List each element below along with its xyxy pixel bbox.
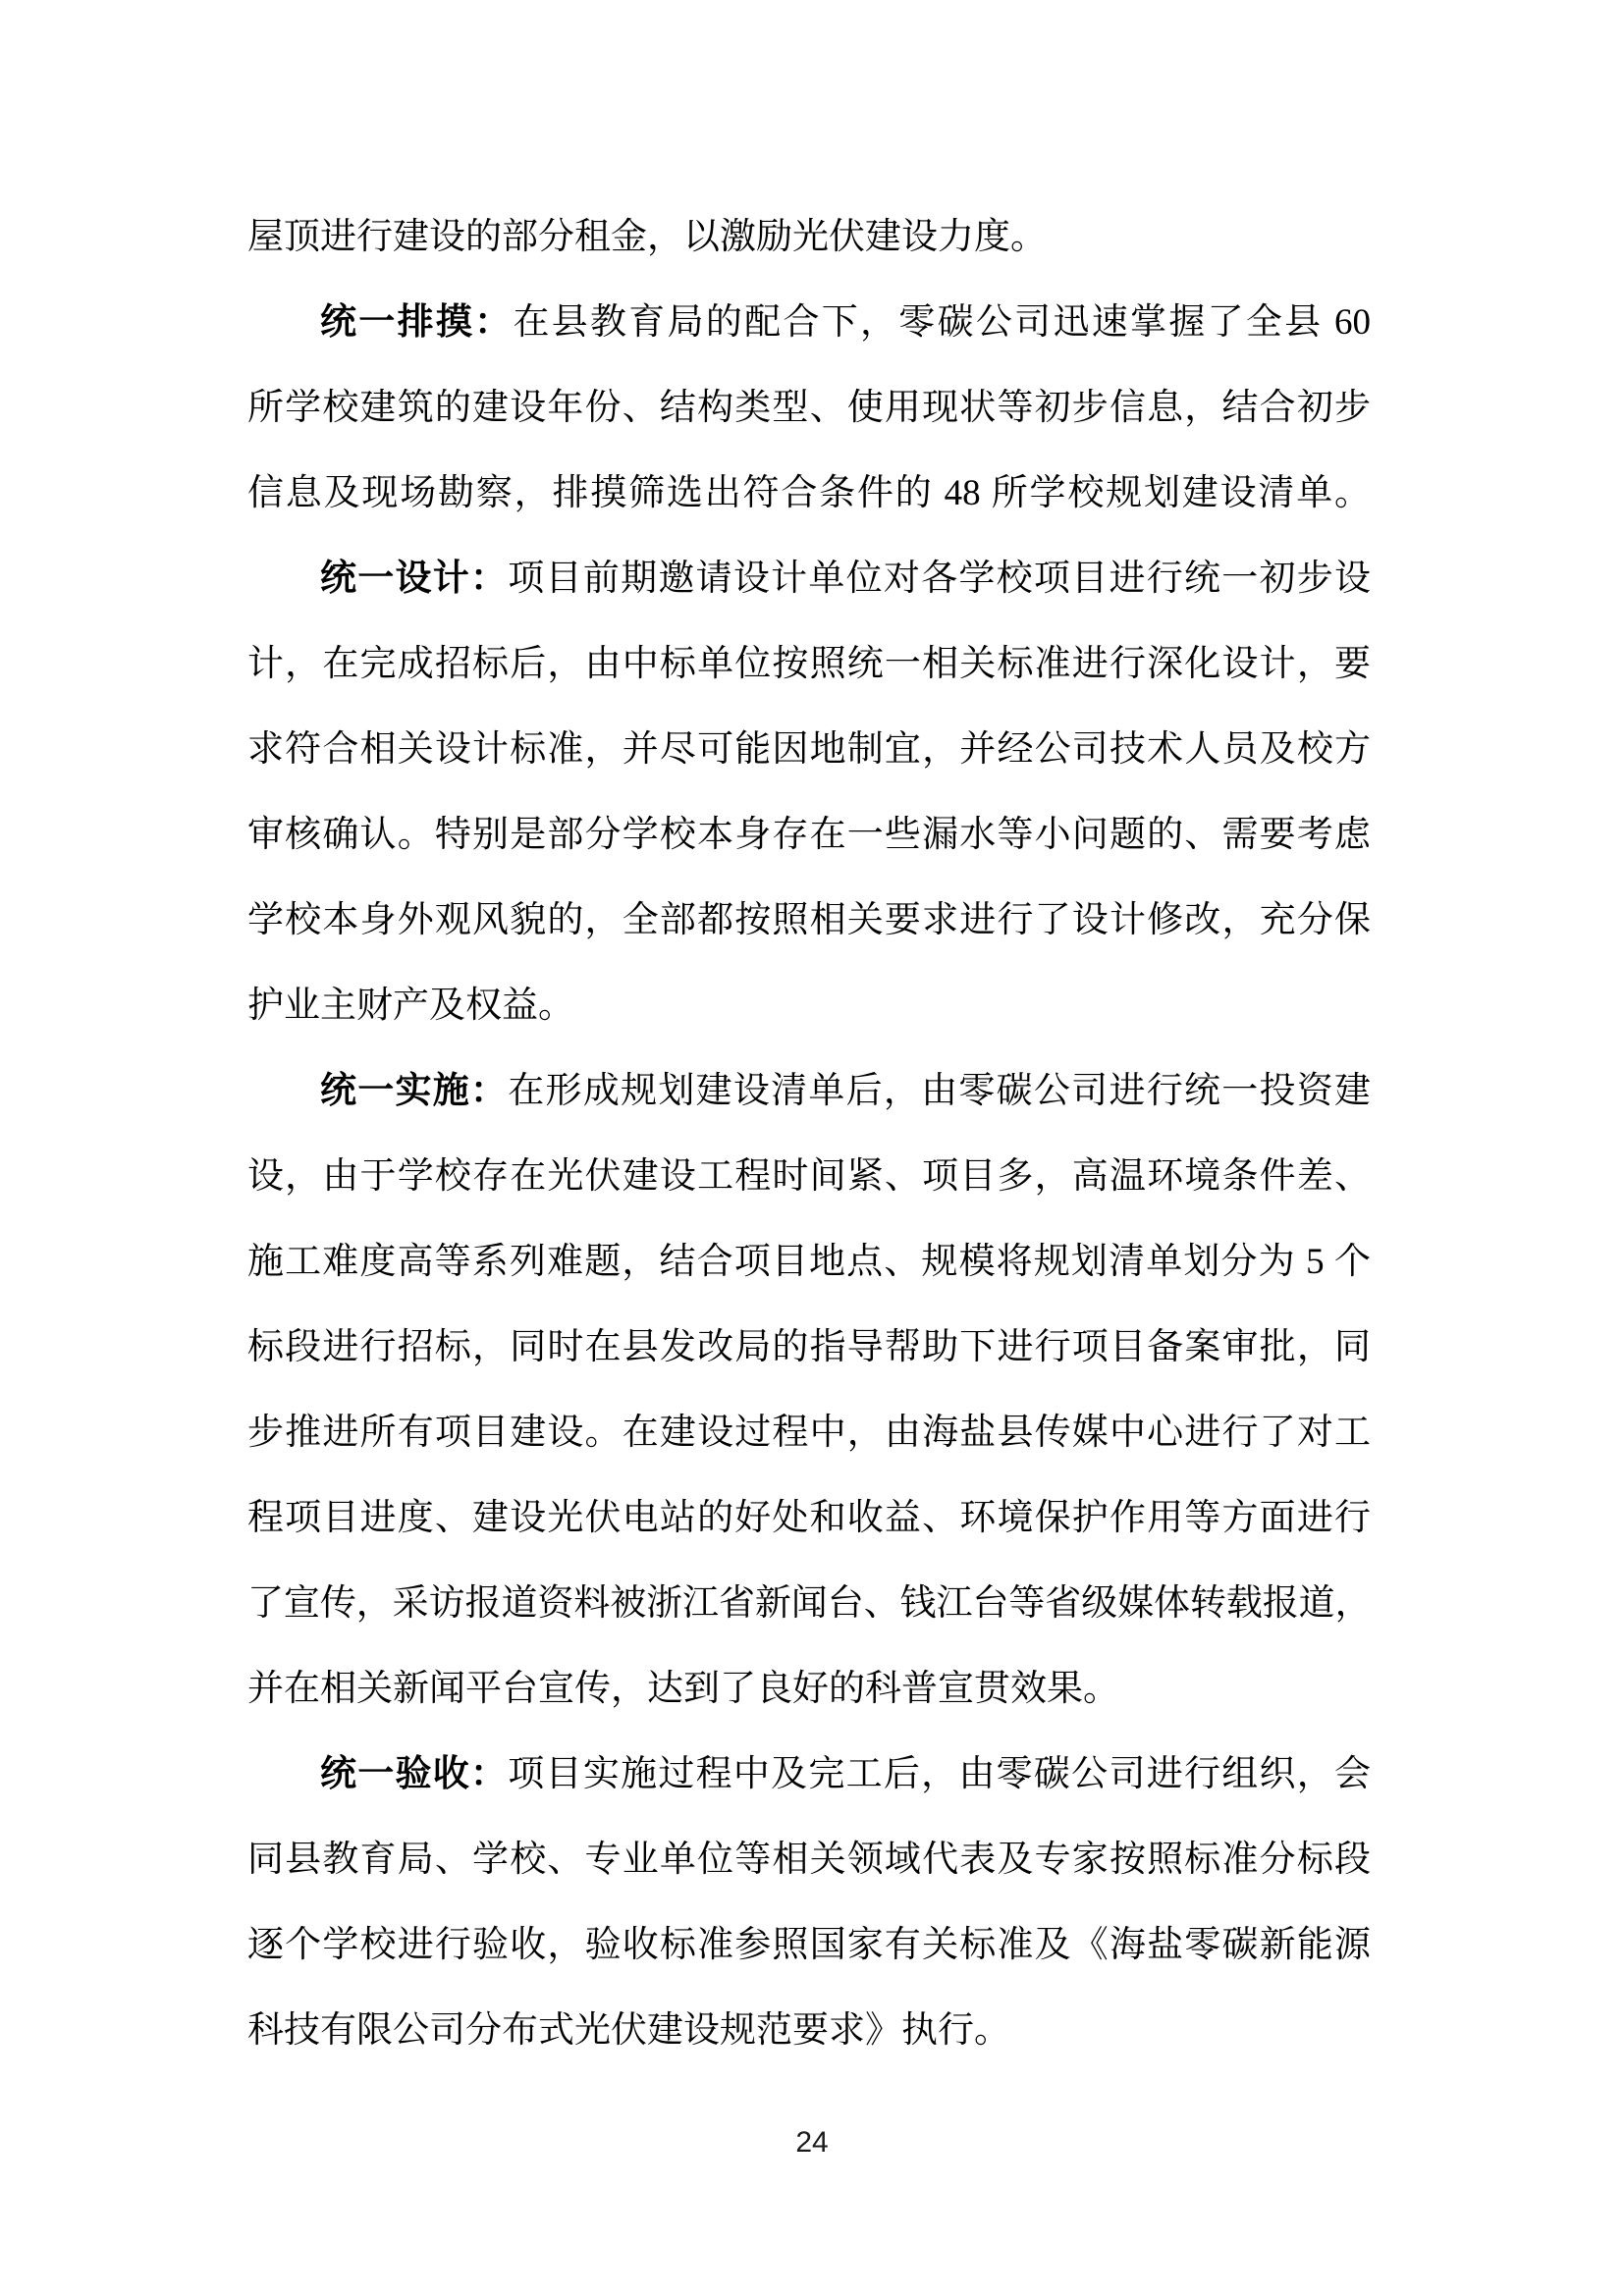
- text-line: [247, 536, 1371, 621]
- paragraph-lead: 统一排摸：: [320, 302, 514, 343]
- text-line: [247, 1902, 1371, 1988]
- text-line: [247, 1390, 1371, 1475]
- text-line: [247, 1219, 1371, 1305]
- text-line: [247, 1048, 1371, 1134]
- text-line: [247, 963, 1371, 1048]
- paragraph-text: 标段进行招标，同时在县发改局的指导帮助下进行项目备案审批，同: [247, 1327, 1371, 1367]
- paragraph-text: 并在相关新闻平台宣传，达到了良好的科普宣贯效果。: [247, 1669, 1119, 1709]
- paragraph-text: 审核确认。特别是部分学校本身存在一些漏水等小问题的、需要考虑: [247, 815, 1371, 855]
- paragraph-text: 护业主财产及权益。: [247, 986, 574, 1026]
- paragraph-text: 项目前期邀请设计单位对各学校项目进行统一初步设: [508, 559, 1371, 599]
- paragraph-text: 了宣传，采访报道资料被浙江省新闻台、钱江台等省级媒体转载报道，: [247, 1583, 1371, 1624]
- text-line: [247, 1732, 1371, 1817]
- paragraph-text: 同县教育局、学校、专业单位等相关领域代表及专家按照标准分标段: [247, 1840, 1371, 1880]
- text-line: [247, 1475, 1371, 1561]
- paragraph-lead: 统一验收：: [320, 1754, 509, 1794]
- paragraph-text: 程项目进度、建设光伏电站的好处和收益、环境保护作用等方面进行: [247, 1498, 1371, 1538]
- text-line: [247, 1561, 1371, 1646]
- paragraph-lead: 统一设计：: [320, 559, 509, 599]
- body-text: [247, 194, 1371, 2073]
- text-line: [247, 1134, 1371, 1219]
- paragraph-text: 计，在完成招标后，由中标单位按照统一相关标准进行深化设计，要: [247, 644, 1371, 684]
- paragraph-text: 设，由于学校存在光伏建设工程时间紧、项目多，高温环境条件差、: [247, 1156, 1371, 1197]
- paragraph-text: 所学校建筑的建设年份、结构类型、使用现状等初步信息，结合初步: [247, 388, 1371, 428]
- paragraph-text: 项目实施过程中及完工后，由零碳公司进行组织，会: [508, 1754, 1371, 1794]
- text-line: [247, 1817, 1371, 1902]
- text-line: [247, 1305, 1371, 1390]
- paragraph-text: 在县教育局的配合下，零碳公司迅速掌握了全县 60: [513, 302, 1372, 343]
- paragraph-text: 逐个学校进行验收，验收标准参照国家有关标准及《海盐零碳新能源: [247, 1925, 1371, 1965]
- paragraph-text: 学校本身外观风貌的，全部都按照相关要求进行了设计修改，充分保: [247, 900, 1371, 940]
- paragraph-text: 屋顶进行建设的部分租金，以激励光伏建设力度。: [247, 217, 1047, 257]
- text-line: [247, 792, 1371, 878]
- paragraph-text: 施工难度高等系列难题，结合项目地点、规模将规划清单划分为 5 个: [247, 1242, 1371, 1282]
- paragraph-lead: 统一实施：: [320, 1071, 509, 1111]
- paragraph-text: 在形成规划建设清单后，由零碳公司进行统一投资建: [508, 1071, 1371, 1111]
- text-line: [247, 194, 1371, 280]
- text-line: [247, 707, 1371, 792]
- page-footer: [0, 2124, 1624, 2162]
- text-line: [247, 1988, 1371, 2073]
- paragraph-text: 求符合相关设计标准，并尽可能因地制宜，并经公司技术人员及校方: [247, 729, 1371, 770]
- paragraph-text: 信息及现场勘察，排摸筛选出符合条件的 48 所学校规划建设清单。: [247, 473, 1371, 513]
- text-line: [247, 878, 1371, 963]
- text-line: [247, 1646, 1371, 1732]
- paragraph-text: 步推进所有项目建设。在建设过程中，由海盐县传媒中心进行了对工: [247, 1413, 1371, 1453]
- text-line: [247, 280, 1371, 365]
- text-line: [247, 451, 1371, 536]
- text-line: [247, 621, 1371, 707]
- text-line: [247, 365, 1371, 451]
- paragraph-text: 科技有限公司分布式光伏建设规范要求》执行。: [247, 2010, 1010, 2051]
- page-number: 24: [795, 2126, 829, 2159]
